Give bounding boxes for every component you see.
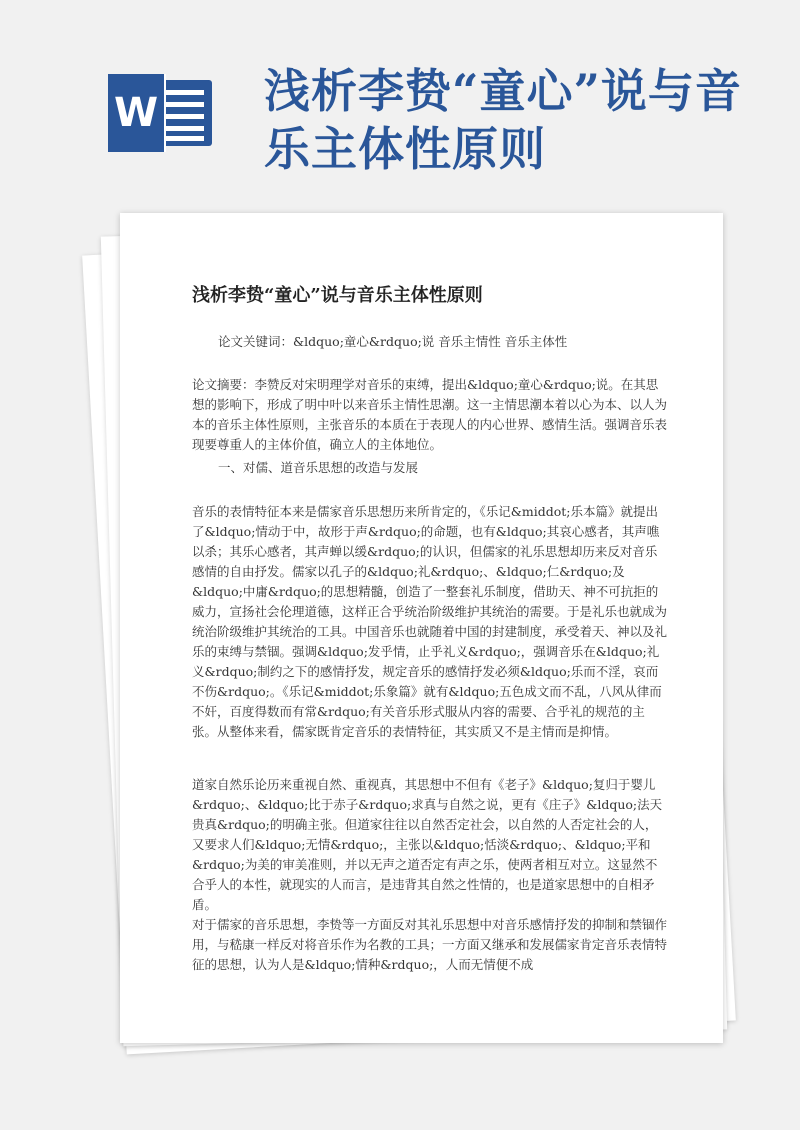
word-logo-icon [108,74,212,152]
paragraph: 道家自然乐论历来重视自然、重视真，其思想中不但有《老子》&ldquo;复归于婴儿&rdquo;、&ldquo;比于赤子&rdquo;求真与自然之说，更有《庄子》&ldquo;法天贵真&rdquo;的明确主张。但道家往往以自然否定社会，以自然的人否定社会的人，又要求人们&ldquo;无情&rdquo;，主张以&ldquo;恬淡&rdquo;、&ldquo;平和&rdquo;为美的审美准则，并以无声之道否定有声之乐，使两者相互对立。这显然不合乎人的本性，就现实的人而言，是违背其自然之性情的，也是道家思想中的自相矛盾。 [192,777,663,912]
document-title: 浅析李贽“童心”说与音乐主体性原则 [192,285,483,306]
paragraph: 音乐的表情特征本来是儒家音乐思想历来所肯定的，《乐记&middot;乐本篇》就提出了&ldquo;情动于中，故形于声&rdquo;的命题，也有&ldquo;其哀心感者，其声噍以杀；其乐心感者，其声蝉以缓&rdquo;的认识，但儒家的礼乐思想却历来反对音乐感情的自由抒发。儒家以孔子的&ldquo;礼&rdquo;、&ldquo;仁&rdquo;及&ldquo;中庸&rdquo;的思想精髓，创造了一整套礼乐制度，借助天、神不可抗拒的威力，宣扬社会伦理道德，这样正合乎统治阶级维护其统治的需要。于是礼乐也就成为统治阶级维护其统治的工具。中国音乐也就随着中国的封建制度，承受着天、神以及礼乐的束缚与禁锢。强调&ldquo;发乎情，止乎礼义&rdquo;，强调音乐在&ldquo;礼义&rdquo;制约之下的感情抒发，规定音乐的感情抒发必须&ldquo;乐而不淫，哀而不伤&rdquo;。《乐记&middot;乐象篇》就有&ldquo;五色成文而不乱，八风从律而不奸，百度得数而有常&rdquo;有关音乐形式服从内容的需要、合乎礼的规范的主张。从整体来看，儒家既肯定音乐的表情特征，其实质又不是主情而是抑情。 [192,504,668,739]
paragraph: 对于儒家的音乐思想，李贽等一方面反对其礼乐思想中对音乐感情抒发的抑制和禁锢作用，与嵇康一样反对将音乐作为名教的工具；一方面又继承和发展儒家肯定音乐表情特征的思想，认为人是&ldquo;情种&rdquo;，人而无情便不成 [192,917,668,972]
section-heading: 一、对儒、道音乐思想的改造与发展 [218,460,419,475]
word-letter: W [108,74,164,152]
document-keywords: 论文关键词：&ldquo;童心&rdquo;说 音乐主情性 音乐主体性 [218,334,568,349]
document-abstract: 论文摘要：李赞反对宋明理学对音乐的束缚，提出&ldquo;童心&rdquo;说。在其思想的影响下，形成了明中叶以来音乐主情性思潮。这一主情思潮本着以心为本、以人为本的音乐主体性原则，主张音乐的本质在于表现人的内心世界、感情生活。强调音乐表现要尊重人的主体价值，确立人的主体地位。 [192,377,668,452]
banner-title: 浅析李贽“童心”说与音乐主体性原则 [264,64,742,176]
document-page [120,213,723,1043]
